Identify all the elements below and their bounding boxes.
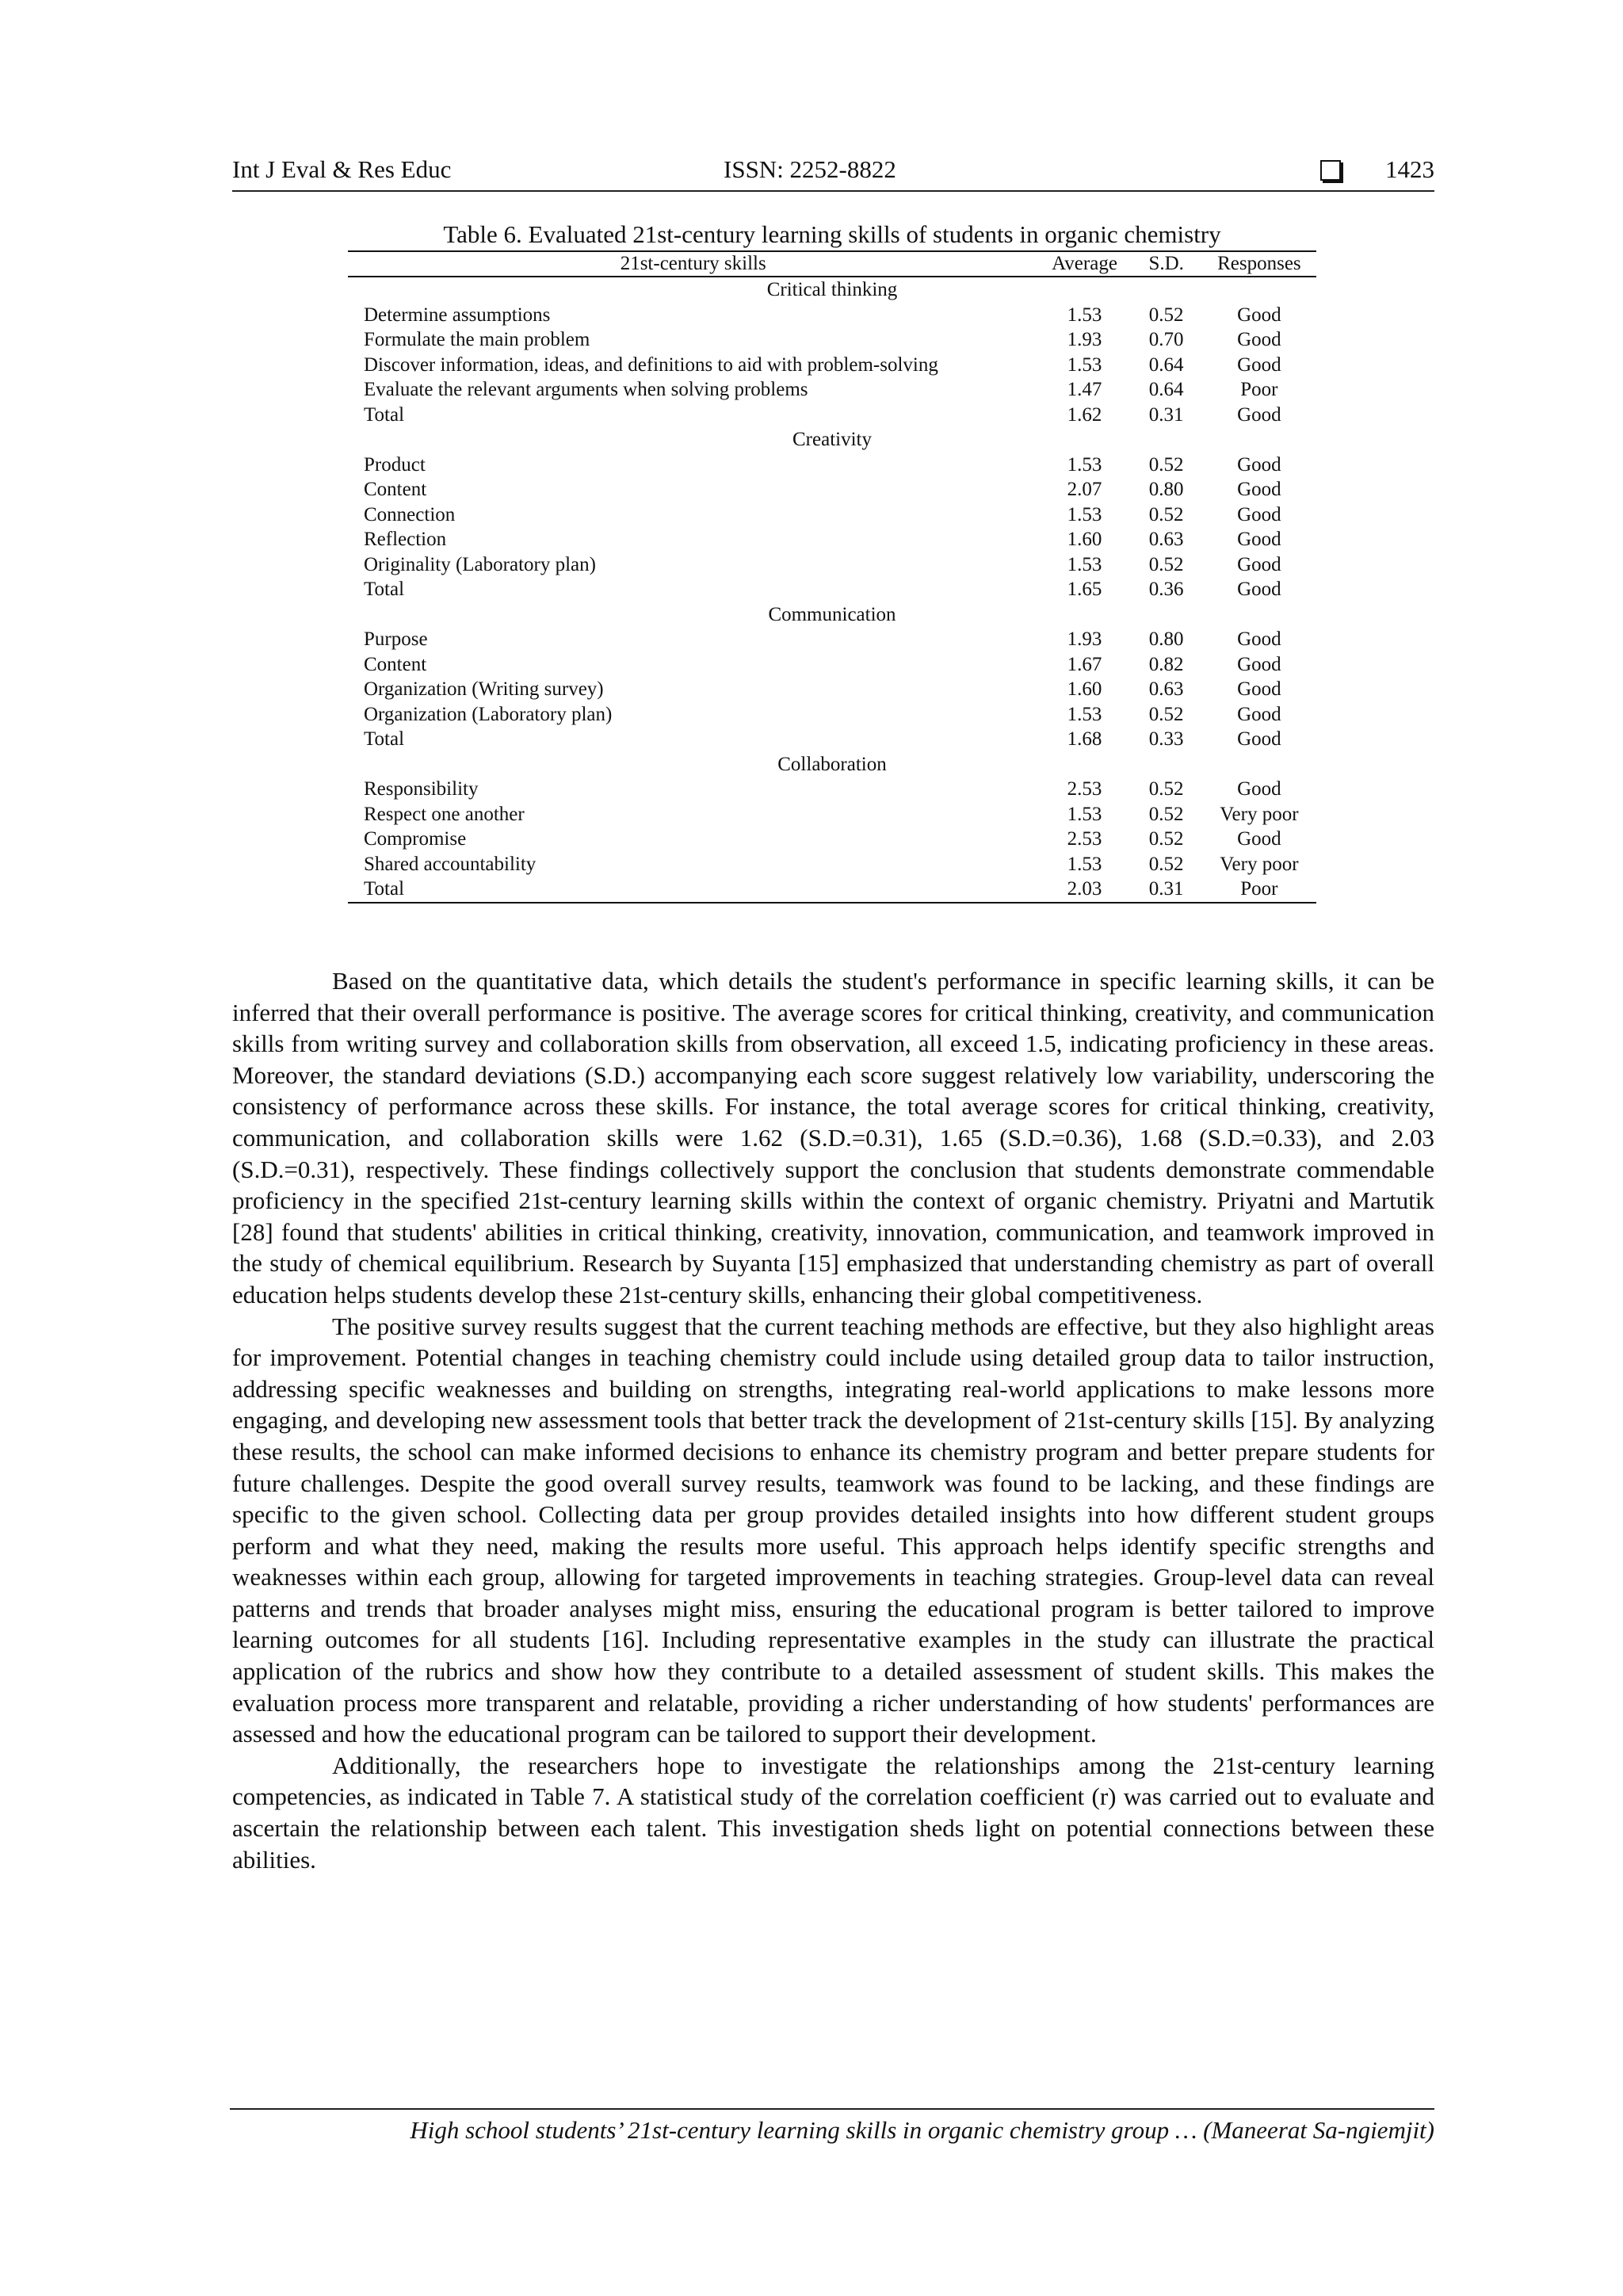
paragraph: The positive survey results suggest that the current teaching methods are effective, but they also highlight areas for improvement. Potential changes in teaching chemistry could include using detailed group data to tailor instruction, addressing specific weaknesses and building on strengths, integrating real-world applications to make lessons more engaging, and developing new assessment tools that better track the development of 21st-century skills [15]. By analyzing these results, the school can make informed decisions to enhance its chemistry program and better prepare students for future challenges. Despite the good overall survey results, teamwork was found to be lacking, and these findings are specific to the given school. Collecting data per group provides detailed insights into how different student groups perform and what they need, making the results more useful. This approach helps identify specific strengths and weaknesses within each group, allowing for targeted improvements in teaching strategies. Group-level data can reveal patterns and trends that broader analyses might miss, ensuring the educational program is better tailored to improve learning outcomes for all students [16]. Including representative examples in the study can illustrate the practical application of the rubrics and show how they contribute to a detailed assessment of student skills. This makes the evaluation process more transparent and relatable, providing a richer understanding of how students' performances are assessed and how the educational program can be tailored to support their development. <box>232 1312 1434 1748</box>
average-cell: 1.53 <box>1067 503 1102 525</box>
table-row <box>348 652 1316 678</box>
average-cell: 1.60 <box>1067 678 1102 701</box>
table-row <box>348 327 1316 353</box>
skill-name-cell: Shared accountability <box>364 853 537 875</box>
column-header-sd: S.D. <box>1131 251 1202 277</box>
section-title: Collaboration <box>777 753 887 775</box>
table-row <box>348 577 1316 602</box>
table-row <box>348 453 1316 478</box>
section-header-row <box>348 277 1316 303</box>
sd-cell: 0.80 <box>1148 628 1184 651</box>
skill-name-cell: Product <box>364 453 426 476</box>
response-cell: Good <box>1237 553 1281 575</box>
skill-name-cell: Reflection <box>364 529 447 551</box>
response-cell: Good <box>1237 304 1281 326</box>
sd-cell: 0.64 <box>1148 379 1184 401</box>
average-cell: 1.47 <box>1067 379 1102 401</box>
skill-name-cell: Total <box>364 403 405 426</box>
sd-cell: 0.63 <box>1148 529 1184 551</box>
response-cell: Good <box>1237 778 1281 800</box>
average-cell: 1.93 <box>1067 329 1102 351</box>
sd-cell: 0.52 <box>1148 553 1184 575</box>
average-cell: 1.93 <box>1067 628 1102 651</box>
response-cell: Good <box>1237 653 1281 675</box>
table-row <box>348 477 1316 502</box>
skill-name-cell: Organization (Laboratory plan) <box>364 703 613 725</box>
table-row <box>348 527 1316 552</box>
sd-cell: 0.52 <box>1148 778 1184 800</box>
skills-table-container <box>348 219 1316 904</box>
response-cell: Good <box>1237 579 1281 601</box>
average-cell: 2.53 <box>1067 828 1102 850</box>
body-text <box>232 965 1434 1875</box>
average-cell: 1.53 <box>1067 853 1102 875</box>
response-cell: Good <box>1237 453 1281 476</box>
table-row <box>348 777 1316 802</box>
sd-cell: 0.52 <box>1148 453 1184 476</box>
issn: ISSN: 2252-8822 <box>724 155 896 183</box>
table-row <box>348 702 1316 728</box>
response-cell: Good <box>1237 728 1281 751</box>
journal-name: Int J Eval & Res Educ <box>232 155 452 183</box>
table-row <box>348 827 1316 852</box>
skill-name-cell: Purpose <box>364 628 428 651</box>
average-cell: 1.53 <box>1067 703 1102 725</box>
average-cell: 1.65 <box>1067 579 1102 601</box>
sd-cell: 0.31 <box>1148 403 1184 426</box>
column-header-average: Average <box>1038 251 1130 277</box>
sd-cell: 0.36 <box>1148 579 1184 601</box>
average-cell: 1.62 <box>1067 403 1102 426</box>
average-cell: 1.53 <box>1067 304 1102 326</box>
response-cell: Good <box>1237 503 1281 525</box>
average-cell: 1.68 <box>1067 728 1102 751</box>
sd-cell: 0.52 <box>1148 304 1184 326</box>
section-header-row <box>348 427 1316 453</box>
page-header <box>232 155 1434 192</box>
response-cell: Good <box>1237 703 1281 725</box>
table-row <box>348 877 1316 903</box>
sd-cell: 0.52 <box>1148 828 1184 850</box>
table-row <box>348 552 1316 578</box>
table-row <box>348 802 1316 827</box>
paragraph: Additionally, the researchers hope to investigate the relationships among the 21st-century learning competencies, as indicated in Table 7. A statistical study of the correlation coefficient (r) was carried out to evaluate and ascertain the relationship between each talent. This investigation sheds light on potential connections between these abilities. <box>232 1751 1434 1874</box>
average-cell: 1.53 <box>1067 453 1102 476</box>
skill-name-cell: Discover information, ideas, and definitions to aid with problem-solving <box>364 353 938 376</box>
sd-cell: 0.52 <box>1148 703 1184 725</box>
sd-cell: 0.70 <box>1148 329 1184 351</box>
sd-cell: 0.52 <box>1148 803 1184 825</box>
table-row <box>348 502 1316 528</box>
skill-name-cell: Respect one another <box>364 803 525 825</box>
paragraph: Based on the quantitative data, which details the student's performance in specific learning skills, it can be inferred that their overall performance is positive. The average scores for critical thinking, creativity, and communication skills from writing survey and collaboration skills from observation, all exceed 1.5, indicating proficiency in these areas. Moreover, the standard deviations (S.D.) accompanying each score suggest relatively low variability, underscoring the consistency of performance across these skills. For instance, the total average scores for critical thinking, creativity, communication, and collaboration skills were 1.62 (S.D.=0.31), 1.65 (S.D.=0.36), 1.68 (S.D.=0.33), and 2.03 (S.D.=0.31), respectively. These findings collectively support the conclusion that students demonstrate commendable proficiency in the specified 21st-century learning skills within the context of organic chemistry. Priyatni and Martutik [28] found that students' abilities in critical thinking, creativity, innovation, communication, and teamwork improved in the study of chemical equilibrium. Research by Suyanta [15] emphasized that understanding chemistry as part of overall education helps students develop these 21st-century skills, enhancing their global competitiveness. <box>232 967 1434 1308</box>
skill-name-cell: Content <box>364 653 427 675</box>
sd-cell: 0.33 <box>1148 728 1184 751</box>
average-cell: 2.07 <box>1067 479 1102 501</box>
response-cell: Poor <box>1240 379 1278 401</box>
running-title: High school students’ 21st-century learning skills in organic chemistry group … (Maneerat Sa-ngiemjit) <box>410 2116 1434 2144</box>
skill-name-cell: Organization (Writing survey) <box>364 678 604 701</box>
table-row <box>348 403 1316 428</box>
skill-name-cell: Originality (Laboratory plan) <box>364 553 596 575</box>
average-cell: 2.03 <box>1067 878 1102 900</box>
table-row <box>348 677 1316 702</box>
average-cell: 1.53 <box>1067 803 1102 825</box>
skills-table <box>348 250 1316 904</box>
response-cell: Good <box>1237 828 1281 850</box>
skill-name-cell: Connection <box>364 503 456 525</box>
section-title: Communication <box>768 603 896 625</box>
section-title: Creativity <box>792 429 872 451</box>
response-cell: Good <box>1237 628 1281 651</box>
section-title: Critical thinking <box>766 279 898 301</box>
skill-name-cell: Responsibility <box>364 778 479 800</box>
skill-name-cell: Compromise <box>364 828 467 850</box>
table-row <box>348 377 1316 403</box>
table-row <box>348 727 1316 752</box>
table-header-row <box>348 251 1316 277</box>
response-cell: Very poor <box>1220 853 1299 875</box>
response-cell: Good <box>1237 479 1281 501</box>
checkbox-square-icon <box>1320 160 1341 181</box>
section-header-row <box>348 752 1316 777</box>
table-row <box>348 303 1316 328</box>
sd-cell: 0.52 <box>1148 503 1184 525</box>
response-cell: Good <box>1237 529 1281 551</box>
table-body <box>348 277 1316 903</box>
response-cell: Good <box>1237 329 1281 351</box>
response-cell: Good <box>1237 403 1281 426</box>
page-number: 1423 <box>1385 155 1434 183</box>
response-cell: Very poor <box>1220 803 1299 825</box>
sd-cell: 0.80 <box>1148 479 1184 501</box>
section-header-row <box>348 602 1316 628</box>
skill-name-cell: Formulate the main problem <box>364 329 590 351</box>
table-row <box>348 353 1316 378</box>
average-cell: 1.67 <box>1067 653 1102 675</box>
sd-cell: 0.63 <box>1148 678 1184 701</box>
skill-name-cell: Content <box>364 479 427 501</box>
page-footer <box>230 2108 1434 2145</box>
average-cell: 2.53 <box>1067 778 1102 800</box>
average-cell: 1.53 <box>1067 353 1102 376</box>
sd-cell: 0.52 <box>1148 853 1184 875</box>
column-header-skills: 21st-century skills <box>348 251 1038 277</box>
skill-name-cell: Total <box>364 579 405 601</box>
table-caption: Table 6. Evaluated 21st-century learning skills of students in organic chemistry <box>443 220 1221 248</box>
column-header-responses: Responses <box>1202 251 1316 277</box>
table-row <box>348 852 1316 877</box>
sd-cell: 0.82 <box>1148 653 1184 675</box>
sd-cell: 0.31 <box>1148 878 1184 900</box>
skill-name-cell: Total <box>364 728 405 751</box>
average-cell: 1.53 <box>1067 553 1102 575</box>
response-cell: Good <box>1237 353 1281 376</box>
response-cell: Poor <box>1240 878 1278 900</box>
skill-name-cell: Determine assumptions <box>364 304 551 326</box>
average-cell: 1.60 <box>1067 529 1102 551</box>
response-cell: Good <box>1237 678 1281 701</box>
sd-cell: 0.64 <box>1148 353 1184 376</box>
table-row <box>348 627 1316 652</box>
skill-name-cell: Evaluate the relevant arguments when solving problems <box>364 379 808 401</box>
skill-name-cell: Total <box>364 878 405 900</box>
